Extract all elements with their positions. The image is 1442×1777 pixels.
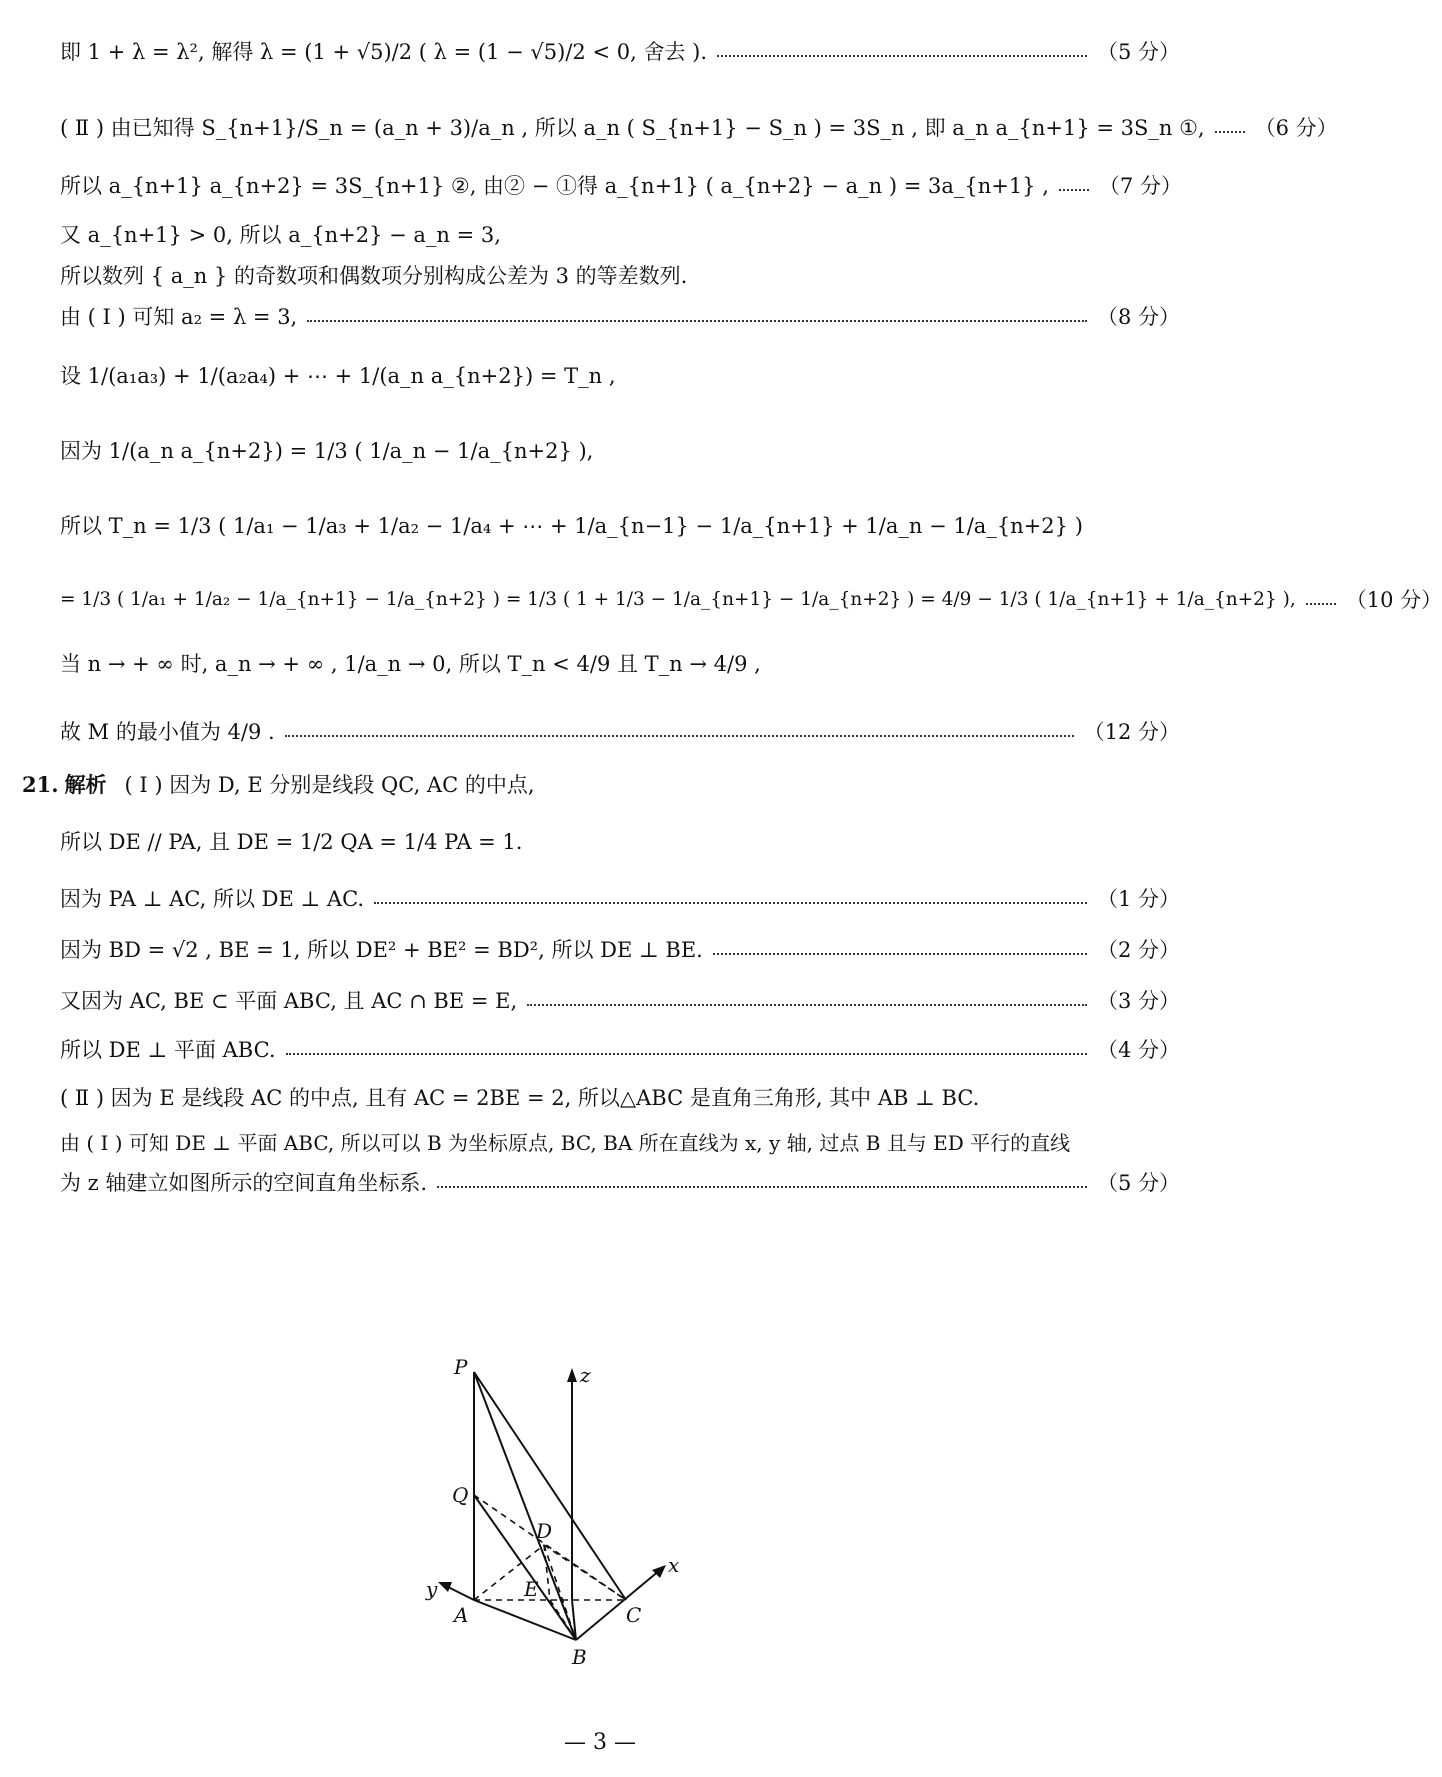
- text-line-14: 所以 DE // PA, 且 DE = 1/2 QA = 1/4 PA = 1.: [60, 830, 523, 854]
- leader-dots: [713, 953, 1087, 955]
- text-line-5: 所以数列 { a_n } 的奇数项和偶数项分别构成公差为 3 的等差数列.: [60, 264, 688, 288]
- leader-dots: [717, 55, 1087, 57]
- coordinate-diagram: [426, 1355, 780, 1710]
- text-line-9: 所以 T_n = 1/3 ( 1/a₁ − 1/a₃ + 1/a₂ − 1/a₄ + ⋯ + 1/a_{n−1} − 1/a_{n+1} + 1/a_n − 1/a_{n+2} ): [60, 514, 1083, 538]
- score-label: （10 分）: [1345, 588, 1442, 612]
- analysis-label: 解析: [64, 772, 107, 797]
- text-line-21: 为 z 轴建立如图所示的空间直角坐标系. （5 分）: [60, 1167, 1180, 1199]
- score-label: （2 分）: [1096, 938, 1180, 962]
- leader-dots: [1059, 189, 1089, 191]
- leader-dots: [307, 320, 1087, 322]
- text-line-1: 即 1 + λ = λ², 解得 λ = (1 + √5)/2 ( λ = (1 − √5)/2 < 0, 舍去 ). （5 分）: [60, 36, 1180, 68]
- leader-dots: [527, 1004, 1087, 1006]
- segment-AB: [474, 1600, 576, 1640]
- label-A: A: [454, 1603, 469, 1627]
- text-line-7: 设 1/(a₁a₃) + 1/(a₂a₄) + ⋯ + 1/(a_n a_{n+2}) = T_n ,: [60, 364, 616, 388]
- x-axis-line: [576, 1570, 660, 1640]
- leader-dots: [285, 735, 1074, 737]
- score-label: （8 分）: [1096, 305, 1180, 329]
- score-label: （5 分）: [1096, 40, 1180, 64]
- text-line-20: 由 ( Ⅰ ) 可知 DE ⊥ 平面 ABC, 所以可以 B 为坐标原点, BC, BA 所在直线为 x, y 轴, 过点 B 且与 ED 平行的直线: [60, 1131, 1071, 1155]
- label-Q: Q: [452, 1483, 469, 1507]
- text-line-4: 又 a_{n+1} > 0, 所以 a_{n+2} − a_n = 3,: [60, 223, 501, 247]
- label-P: P: [454, 1355, 468, 1379]
- score-label: （6 分）: [1254, 116, 1338, 140]
- text-line-18: 所以 DE ⊥ 平面 ABC. （4 分）: [60, 1034, 1180, 1066]
- label-z: z: [580, 1363, 591, 1387]
- text-line-19: ( Ⅱ ) 因为 E 是线段 AC 的中点, 且有 AC = 2BE = 2, 所以△ABC 是直角三角形, 其中 AB ⊥ BC.: [60, 1086, 980, 1110]
- score-label: （4 分）: [1096, 1038, 1180, 1062]
- text-line-3: 所以 a_{n+1} a_{n+2} = 3S_{n+1} ②, 由② − ①得 a_{n+1} ( a_{n+2} − a_n ) = 3a_{n+1} , （7 分）: [60, 170, 1180, 202]
- z-arrow-icon: [567, 1368, 577, 1382]
- score-label: （12 分）: [1083, 720, 1180, 744]
- label-D: D: [536, 1519, 553, 1543]
- page-number: — 3 —: [564, 1730, 636, 1755]
- score-label: （7 分）: [1098, 174, 1182, 198]
- text-line-10: = 1/3 ( 1/a₁ + 1/a₂ − 1/a_{n+1} − 1/a_{n+2} ) = 1/3 ( 1 + 1/3 − 1/a_{n+1} − 1/a_{n+2} ) = 4/9 − 1/3 ( 1/a_{n+1} + 1/a_{n+2} ), （10 分）: [60, 584, 1180, 616]
- y-arrow-icon: [438, 1582, 452, 1592]
- label-x: x: [668, 1553, 680, 1577]
- label-C: C: [626, 1603, 642, 1627]
- leader-dots: [374, 902, 1087, 904]
- score-label: （3 分）: [1096, 989, 1180, 1013]
- text-line-16: 因为 BD = √2 , BE = 1, 所以 DE² + BE² = BD², 所以 DE ⊥ BE. （2 分）: [60, 934, 1180, 966]
- text-line-6: 由 ( Ⅰ ) 可知 a₂ = λ = 3, （8 分）: [60, 301, 1180, 333]
- label-E: E: [524, 1577, 539, 1601]
- leader-dots: [437, 1186, 1087, 1188]
- label-y: y: [426, 1577, 438, 1601]
- leader-dots: [1215, 131, 1245, 133]
- geometry-figure: [426, 1355, 780, 1710]
- question-number: 21.: [22, 772, 59, 797]
- text-line-12: 故 M 的最小值为 4/9 . （12 分）: [60, 716, 1180, 748]
- text-line-15: 因为 PA ⊥ AC, 所以 DE ⊥ AC. （1 分）: [60, 883, 1180, 915]
- label-B: B: [572, 1645, 587, 1669]
- text-line-17: 又因为 AC, BE ⊂ 平面 ABC, 且 AC ∩ BE = E, （3 分）: [60, 985, 1180, 1017]
- segment-QB: [474, 1495, 576, 1640]
- text-line-2: ( Ⅱ ) 由已知得 S_{n+1}/S_n = (a_n + 3)/a_n , 所以 a_n ( S_{n+1} − S_n ) = 3S_n , 即 a_n a_{n+1} = 3S_n ①, （6 分）: [60, 112, 1180, 144]
- leader-dots: [1306, 603, 1336, 605]
- question-21-heading: 21. 解析 ( Ⅰ ) 因为 D, E 分别是线段 QC, AC 的中点,: [22, 769, 1142, 801]
- segment-PC: [474, 1372, 626, 1600]
- text-line-11: 当 n → + ∞ 时, a_n → + ∞ , 1/a_n → 0, 所以 T_n < 4/9 且 T_n → 4/9 ,: [60, 652, 761, 676]
- segment-DE: [544, 1545, 550, 1600]
- text-line-8: 因为 1/(a_n a_{n+2}) = 1/3 ( 1/a_n − 1/a_{n+2} ),: [60, 439, 594, 463]
- score-label: （1 分）: [1096, 887, 1180, 911]
- leader-dots: [286, 1053, 1087, 1055]
- score-label: （5 分）: [1096, 1171, 1180, 1195]
